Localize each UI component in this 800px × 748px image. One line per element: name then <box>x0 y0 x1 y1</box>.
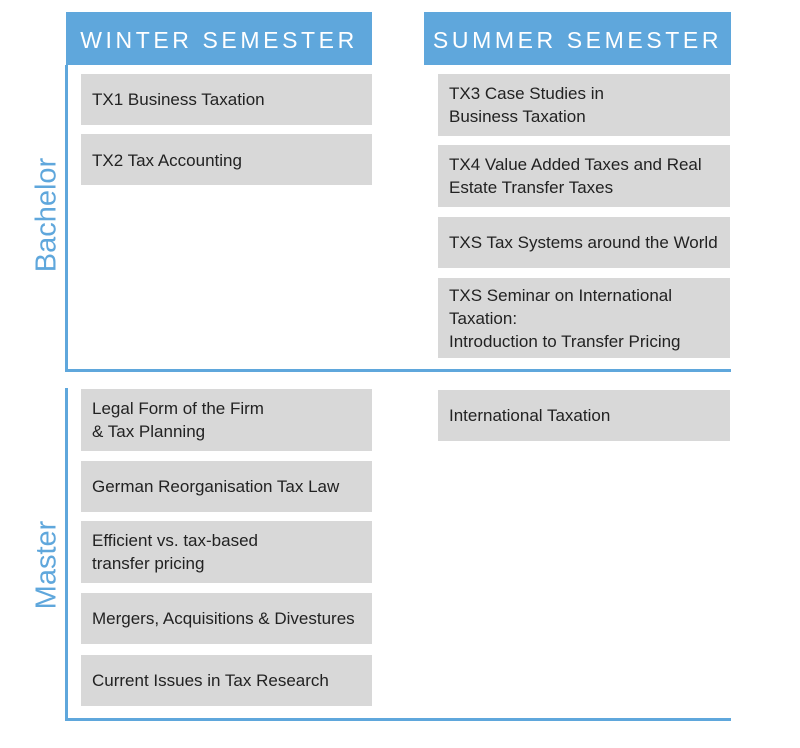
winter-semester-header <box>66 12 372 65</box>
course-box: TXS Tax Systems around the World <box>438 217 730 268</box>
course-box: TXS Seminar on International Taxation: Introduction to Transfer Pricing <box>438 278 730 358</box>
course-box: Legal Form of the Firm & Tax Planning <box>81 389 372 451</box>
course-box: Current Issues in Tax Research <box>81 655 372 706</box>
course-box: TX3 Case Studies in Business Taxation <box>438 74 730 136</box>
master-label: Master <box>30 520 63 610</box>
course-box: TX1 Business Taxation <box>81 74 372 125</box>
summer-semester-header <box>424 12 731 65</box>
course-box: German Reorganisation Tax Law <box>81 461 372 512</box>
course-box: Mergers, Acquisitions & Divestures <box>81 593 372 644</box>
master-frame-bottom-line <box>65 718 731 721</box>
course-box: International Taxation <box>438 390 730 441</box>
course-box: Efficient vs. tax-based transfer pricing <box>81 521 372 583</box>
bachelor-frame-bottom-line <box>65 369 731 372</box>
bachelor-label: Bachelor <box>30 157 63 273</box>
course-box: TX2 Tax Accounting <box>81 134 372 185</box>
summer-semester-header-label: SUMMER SEMESTER <box>432 27 723 53</box>
course-box: TX4 Value Added Taxes and Real Estate Transfer Taxes <box>438 145 730 207</box>
bachelor-frame-left-line <box>65 65 68 372</box>
winter-semester-header-label: WINTER SEMESTER <box>80 27 358 53</box>
master-frame-left-line <box>65 388 68 721</box>
